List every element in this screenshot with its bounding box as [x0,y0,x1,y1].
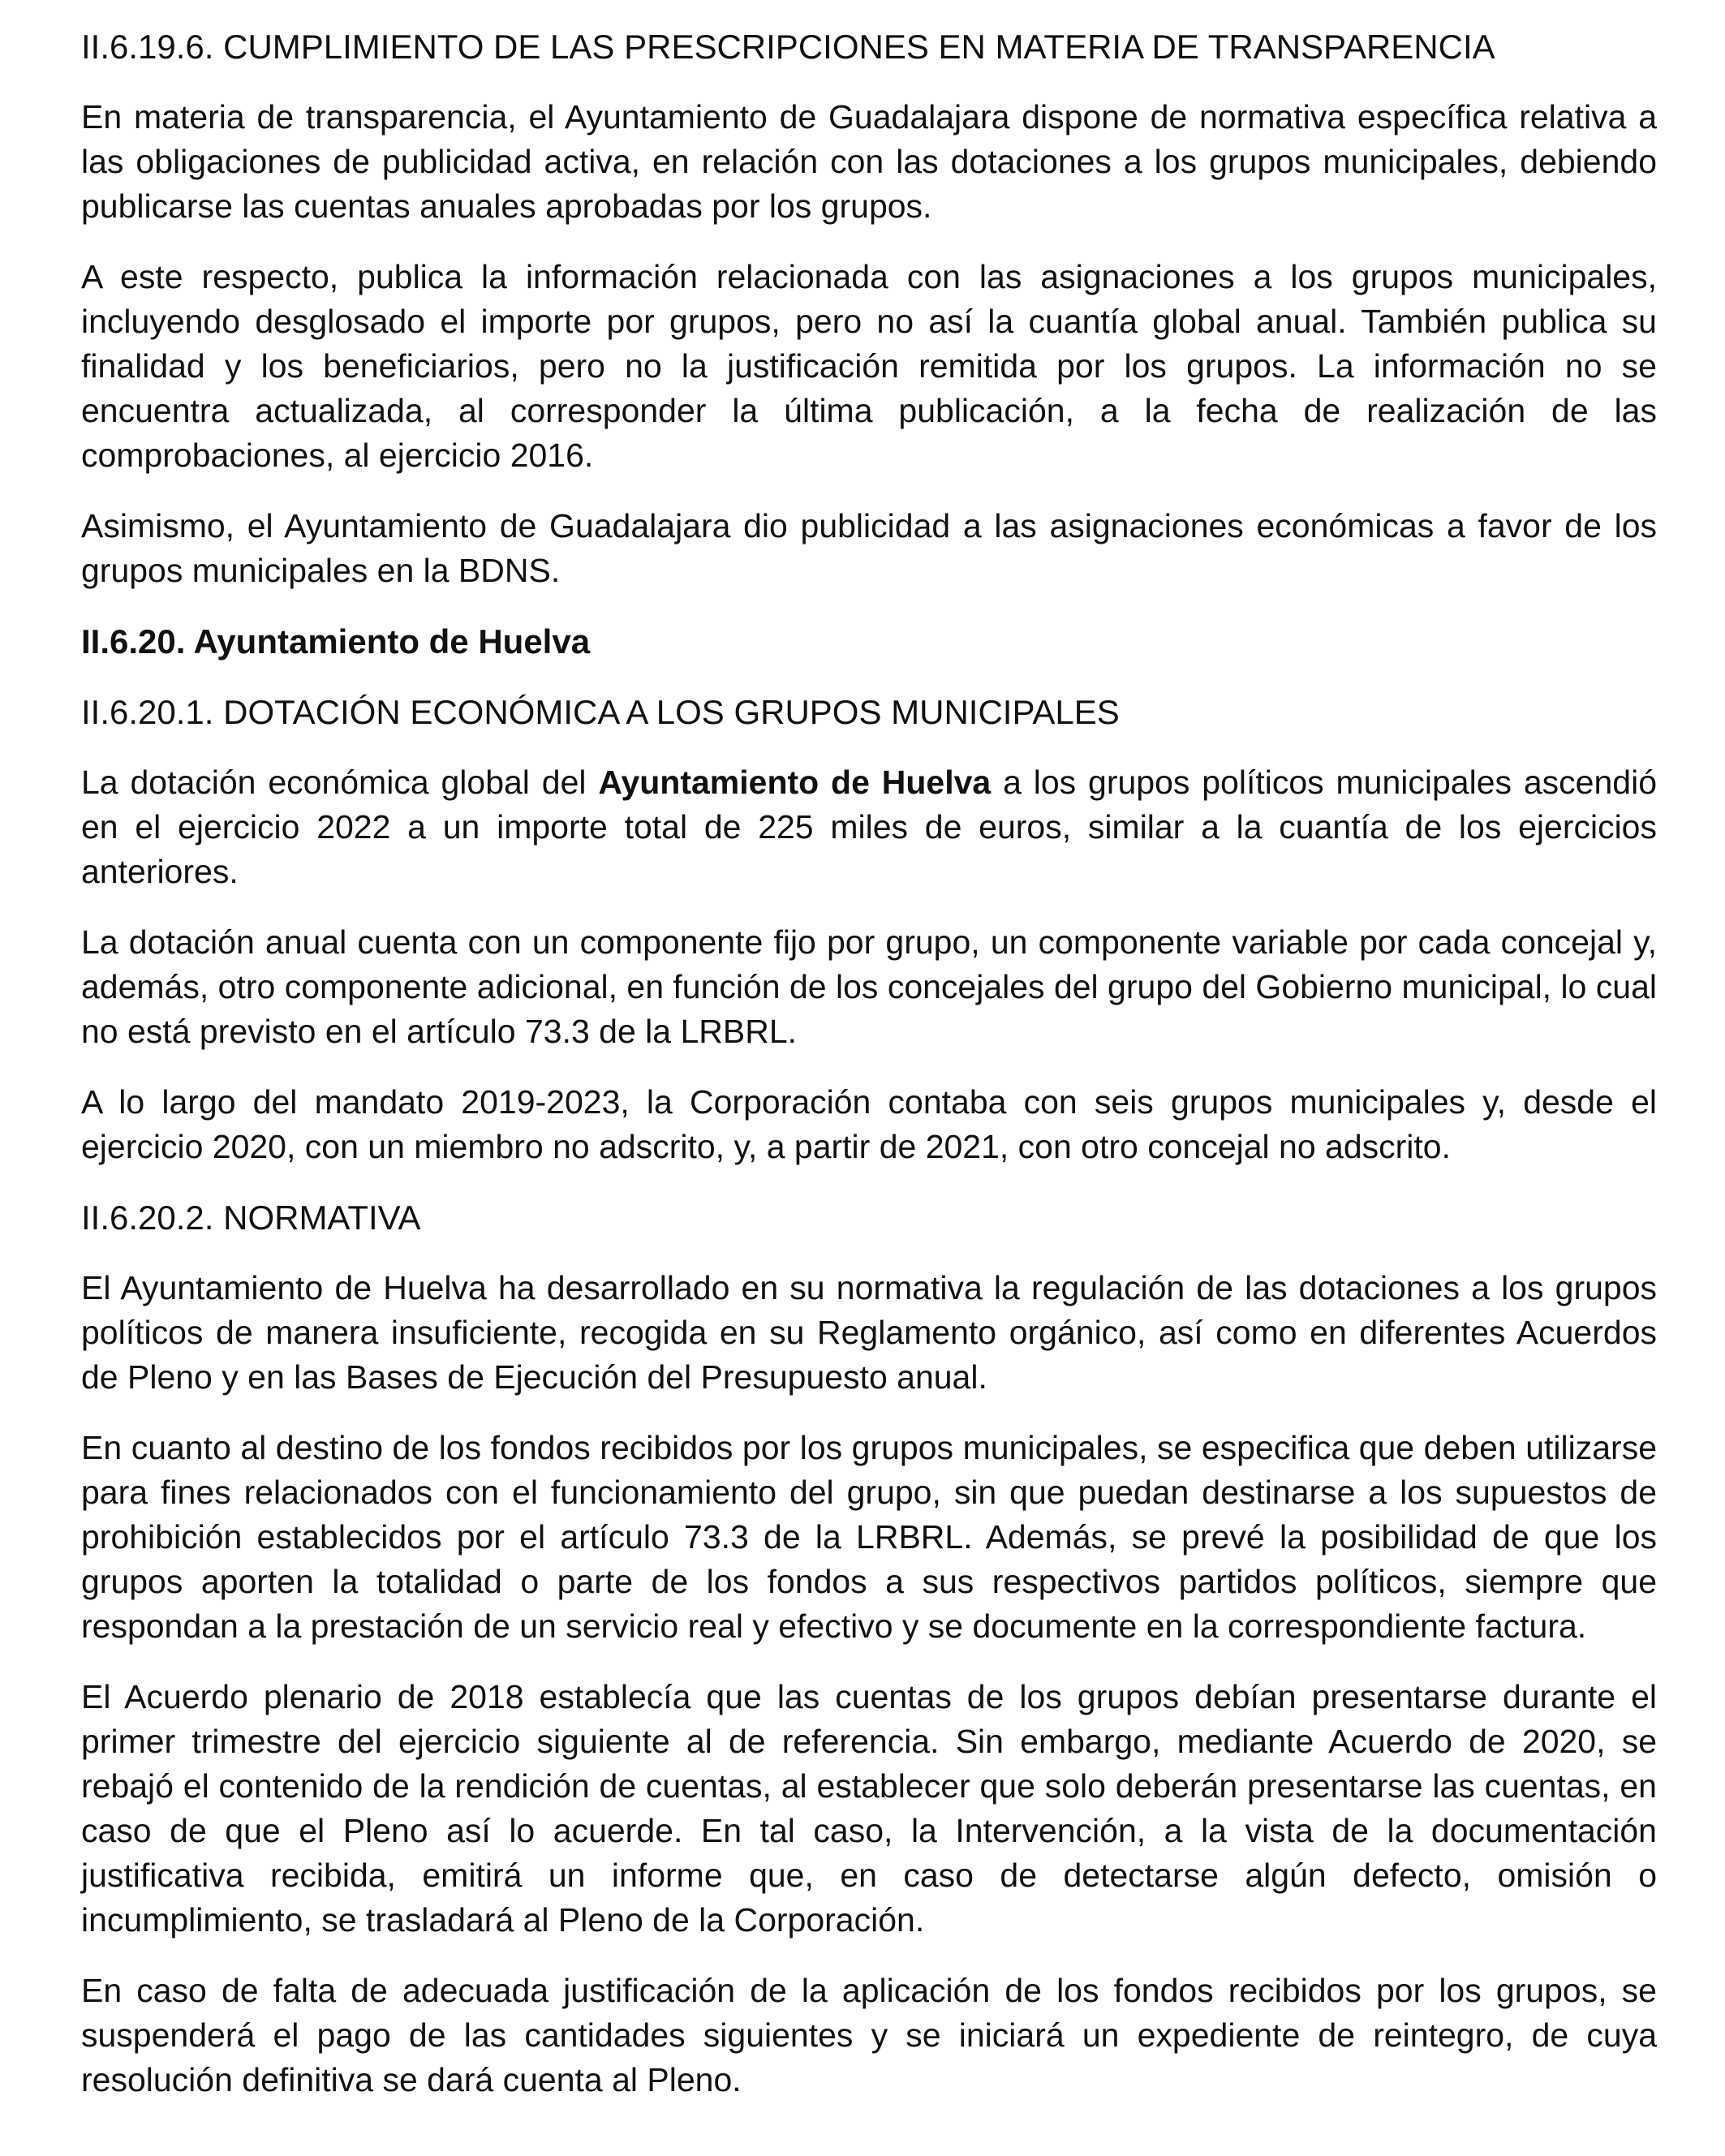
section-heading-transparencia: II.6.19.6. CUMPLIMIENTO DE LAS PRESCRIPCIONES EN MATERIA DE TRANSPARENCIA [81,28,1495,66]
paragraph-transparencia-normativa: En materia de transparencia, el Ayuntamiento de Guadalajara dispone de normativa específica relativa a las obligaciones de publicidad activa, en relación con las dotaciones a los grupos municipales, debiendo publicarse las cuentas anuales aprobadas por los grupos. [81,98,1657,225]
paragraph-dotacion-anual: La dotación anual cuenta con un componente fijo por grupo, un componente variable por cada concejal y, además, otro componente adicional, en función de los concejales del grupo del Gobierno municipal, lo cual no está previsto en el artículo 73.3 de la LRBRL. [81,923,1657,1050]
paragraph-normativa-regulacion: El Ayuntamiento de Huelva ha desarrollado en su normativa la regulación de las dotaciones a los grupos políticos de manera insuficiente, recogida en su Reglamento orgánico, así como en diferentes Acuerdos de Pleno y en las Bases de Ejecución del Presupuesto anual. [81,1269,1657,1396]
paragraph-mandato: A lo largo del mandato 2019-2023, la Corporación contaba con seis grupos municipales y, desde el ejercicio 2020, con un miembro no adscrito, y, a partir de 2021, con otro concejal no adscrito. [81,1083,1657,1165]
section-heading-dotacion: II.6.20.1. DOTACIÓN ECONÓMICA A LOS GRUPOS MUNICIPALES [81,693,1120,731]
paragraph-normativa-acuerdo: El Acuerdo plenario de 2018 establecía que las cuentas de los grupos debían presentarse durante el primer trimestre del ejercicio siguiente al de referencia. Sin embargo, mediante Acuerdo de 2020, se rebajó el contenido de la rendición de cuentas, al establecer que solo deberán presentarse las cuentas, en caso de que el Pleno así lo acuerde. En tal caso, la Intervención, a la vista de la documentación justificativa recibida, emitirá un informe que, en caso de detectarse algún defecto, omisión o incumplimiento, se trasladará al Pleno de la Corporación. [81,1678,1657,1939]
paragraph-transparencia-bdns: Asimismo, el Ayuntamiento de Guadalajara dio publicidad a las asignaciones económicas a favor de los grupos municipales en la BDNS. [81,507,1657,589]
section-heading-normativa: II.6.20.2. NORMATIVA [81,1198,421,1237]
paragraph-dotacion-global-end: a los grupos políticos municipales ascendió en el ejercicio 2022 a un importe total de 225 miles de euros, similar a la cuantía de los ejercicios anteriores. [81,764,1657,890]
paragraph-transparencia-publicacion: A este respecto, publica la información relacionada con las asignaciones a los grupos municipales, incluyendo desglosado el importe por grupos, pero no así la cuantía global anual. También publica su finalidad y los beneficiarios, pero no la justificación remitida por los grupos. La información no se encuentra actualizada, al corresponder la última publicación, a la fecha de realización de las comprobaciones, al ejercicio 2016. [81,258,1657,474]
paragraph-normativa-destino: En cuanto al destino de los fondos recibidos por los grupos municipales, se especifica que deben utilizarse para fines relacionados con el funcionamiento del grupo, sin que puedan destinarse a los supuestos de prohibición establecidos por el artículo 73.3 de la LRBRL. Además, se prevé la posibilidad de que los grupos aporten la totalidad o parte de los fondos a sus respectivos partidos políticos, siempre que respondan a la prestación de un servicio real y efectivo y se documente en la correspondiente factura. [81,1429,1657,1645]
document-page [81,24,1657,2128]
paragraph-normativa-reintegro: En caso de falta de adecuada justificación de la aplicación de los fondos recibidos por los grupos, se suspenderá el pago de las cantidades siguientes y se iniciará un expediente de reintegro, de cuya resolución definitiva se dará cuenta al Pleno. [81,1972,1657,2098]
paragraph-dotacion-global [81,760,1657,894]
paragraph-dotacion-global-start: La dotación económica global del [81,764,599,801]
section-heading-huelva: II.6.20. Ayuntamiento de Huelva [81,622,591,661]
paragraph-dotacion-global-bold: Ayuntamiento de Huelva [598,764,992,801]
